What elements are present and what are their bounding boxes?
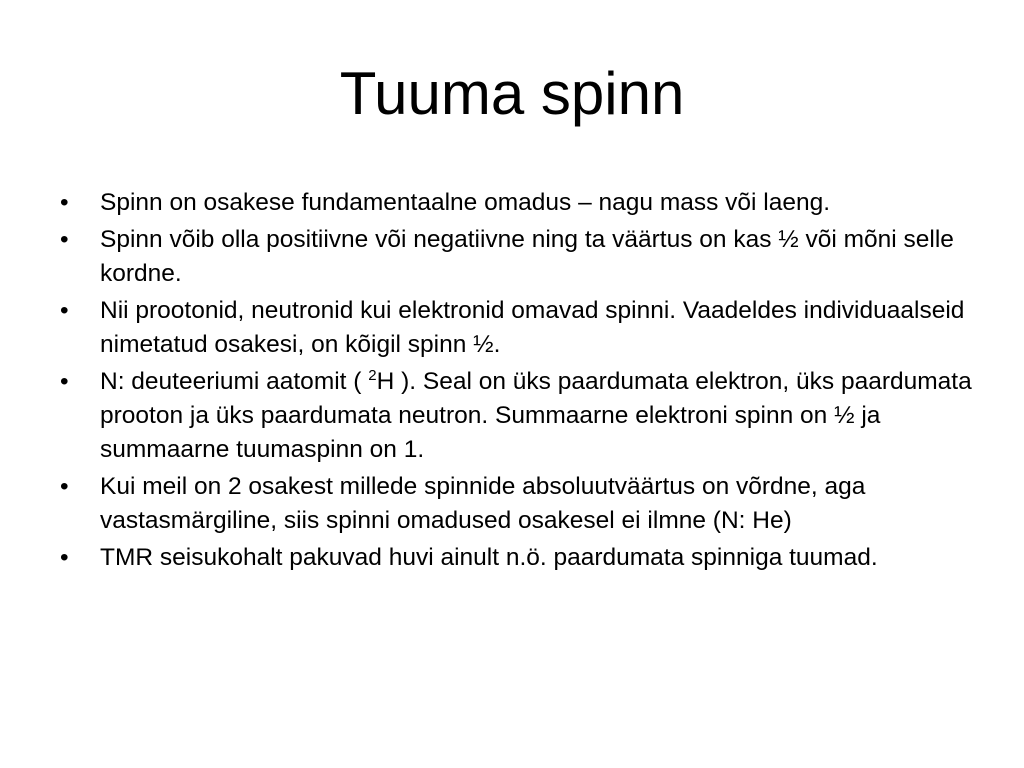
- list-item: [60, 186, 980, 220]
- bullet-text: Kui meil on 2 osakest millede spinnide absoluutväärtus on võrdne, aga vastasmärgiline, siis spinni omadused osakesel ei ilmne (N: He): [100, 473, 866, 534]
- bullet-text: Spinn on osakese fundamentaalne omadus – nagu mass või laeng.: [100, 189, 831, 216]
- bullet-list: [60, 186, 980, 578]
- bullet-text-before: N: deuteeriumi aatomit (: [100, 368, 369, 395]
- bullet-icon: •: [60, 368, 69, 395]
- bullet-text: Nii prootonid, neutronid kui elektronid omavad spinni. Vaadeldes individuaalseid nimetatud osakesi, on kõigil spinn ½.: [100, 297, 965, 358]
- bullet-icon: •: [60, 544, 69, 571]
- list-item: [60, 223, 980, 291]
- bullet-text: TMR seisukohalt pakuvad huvi ainult n.ö. paardumata spinniga tuumad.: [100, 544, 878, 571]
- bullet-text: Spinn võib olla positiivne või negatiivne ning ta väärtus on kas ½ või mõni selle kordne.: [100, 226, 954, 287]
- superscript-mass-number: 2: [368, 367, 377, 384]
- bullet-icon: •: [60, 189, 69, 216]
- bullet-icon: •: [60, 297, 69, 324]
- list-item: [60, 541, 980, 575]
- list-item: [60, 294, 980, 362]
- bullet-text-after: H ). Seal on üks paardumata elektron, üks paardumata prooton ja üks paardumata neutron. Summaarne elektroni spinn on ½ ja summaarne tuumaspinn on 1.: [100, 368, 972, 463]
- bullet-text: [100, 368, 972, 463]
- list-item: [60, 470, 980, 538]
- slide-title: Tuuma spinn: [339, 60, 685, 127]
- bullet-icon: •: [60, 473, 69, 500]
- bullet-icon: •: [60, 226, 69, 253]
- list-item: [60, 365, 980, 467]
